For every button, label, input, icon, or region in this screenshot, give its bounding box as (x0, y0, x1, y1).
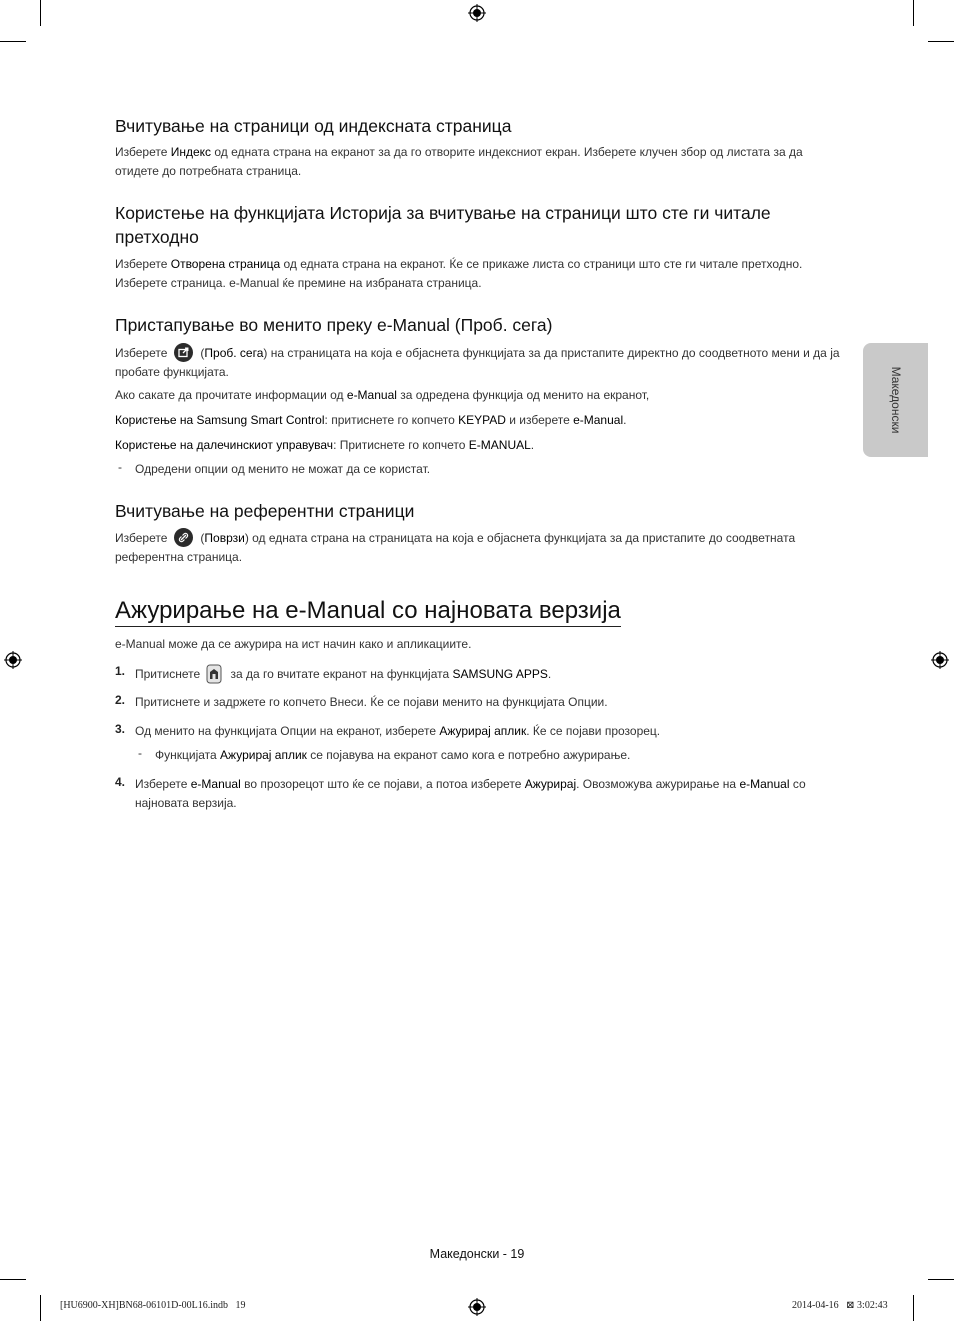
text: Изберете (135, 777, 191, 791)
crop-mark (928, 41, 954, 42)
menu-term-update: Ажурирај (524, 777, 577, 791)
text: најновата верзија. (135, 796, 237, 810)
text: ) од едната страна на страницата на која е објаснета функцијата за да пристапите до соодветната (244, 531, 796, 545)
text: во прозорецот што ќе се појави, а потоа изберете (240, 777, 525, 791)
text: ( (200, 346, 205, 360)
menu-term-link: Поврзи (204, 531, 245, 545)
text: се појавува на екранот само кога е потребно ажурирање. (306, 748, 631, 762)
text: Изберете (115, 257, 171, 271)
note-dash: - (118, 460, 122, 474)
section-title-links: Вчитување на референтни страници (115, 501, 415, 521)
print-slug-file: [HU6900-XH]BN68-06101D-00L16.indb 19 (60, 1300, 246, 1311)
step-number: 3. (115, 722, 126, 736)
note-dash: - (138, 746, 142, 760)
link-icon (174, 528, 193, 547)
text: од едната страна на екранот за да го отворите индексниот екран. Изберете клучен збор од листата за да (211, 145, 803, 159)
smart-hub-button-icon (206, 664, 222, 684)
section-title-try-now: Пристапување во менито преку e-Manual (Проб. сега) (115, 315, 553, 335)
menu-term-update-app: Ажурирај аплик (439, 724, 527, 738)
crop-mark (0, 41, 26, 42)
text: Ако сакате да прочитате информации од (115, 388, 347, 402)
step-number: 4. (115, 775, 126, 789)
term-e-manual-button: E-MANUAL (468, 438, 531, 452)
crop-mark (913, 0, 914, 26)
paragraph-try-now (115, 343, 840, 382)
language-side-tab (863, 343, 928, 457)
crop-mark (40, 0, 41, 26)
text: . (547, 667, 552, 681)
text: за одредена функција од менито на екранот, (396, 388, 650, 402)
section-title-history-l2: претходно (115, 227, 199, 247)
text: ) на страницата на која е објаснета функцијата за да пристапите директно до соодветното мени и да ја (263, 346, 840, 360)
registration-mark-icon (931, 651, 949, 669)
step-3-note (155, 746, 840, 765)
menu-term-try-now: Проб. сега (204, 346, 264, 360)
term-samsung-apps: SAMSUNG APPS (452, 667, 548, 681)
term-remote-control: Користење на далечинскиот управувач (115, 438, 334, 452)
text: . Овозможува ажурирање на (576, 777, 740, 791)
term-e-manual: e-Manual (739, 777, 790, 791)
text: ( (200, 531, 205, 545)
menu-term-update-app: Ажурирај аплик (220, 748, 307, 762)
text: . Ќе се појави прозорец. (526, 724, 661, 738)
text: Од менито на функцијата Опции на екранот, изберете (135, 724, 440, 738)
term-e-manual: e-Manual (190, 777, 241, 791)
paragraph-index (115, 143, 840, 181)
text: Изберете (115, 346, 168, 360)
text: пробате функцијата. (115, 365, 229, 379)
text: : Притиснете го копчето (333, 438, 469, 452)
step-3 (135, 722, 840, 741)
step-4 (135, 775, 840, 813)
menu-term-open-page: Отворена страница (170, 257, 281, 271)
text: . (623, 413, 627, 427)
text: Изберете (115, 145, 171, 159)
paragraph-links (115, 528, 840, 567)
note-try-now: Одредени опции од менито не можат да се користат. (135, 462, 431, 476)
term-e-manual: e-Manual (573, 413, 624, 427)
step-1 (135, 664, 840, 684)
page-number: Македонски - 19 (429, 1247, 525, 1261)
text: со (789, 777, 806, 791)
text: Притиснете (135, 667, 201, 681)
language-side-tab-label: Македонски (888, 366, 903, 434)
text: и изберете (505, 413, 574, 427)
crop-mark (0, 1279, 26, 1280)
section-title-history-l1: Користење на функцијата Историја за вчитување на страници што сте ги читале (115, 203, 771, 223)
text: . (530, 438, 535, 452)
text: за да го вчитате екранот на функцијата (230, 667, 453, 681)
menu-term-index: Индекс (170, 145, 212, 159)
text: : притиснете го копчето (324, 413, 459, 427)
print-slug-timestamp: 2014-04-16 ⊠ 3:02:43 (792, 1300, 888, 1311)
term-e-manual: e-Manual (346, 388, 397, 402)
text: Функцијата (155, 748, 221, 762)
crop-mark (928, 1279, 954, 1280)
section-title-index: Вчитување на страници од индексната страница (115, 116, 512, 136)
text: референтна страница. (115, 550, 243, 564)
text: Изберете страница. e-Manual ќе премине на избраната страница. (115, 276, 482, 290)
paragraph-try-now-info (115, 386, 840, 405)
paragraph-update-intro: e-Manual може да се ажурира на ист начин како и апликациите. (115, 637, 472, 651)
term-keypad: KEYPAD (458, 413, 506, 427)
paragraph-history (115, 255, 840, 293)
registration-mark-icon (4, 651, 22, 669)
step-number: 2. (115, 693, 126, 707)
paragraph-smart-control (115, 411, 840, 430)
step-number: 1. (115, 664, 126, 678)
step-2: Притиснете и задржете го копчето Внеси. Ќе се појави менито на функцијата Опции. (135, 695, 608, 709)
paragraph-remote (115, 436, 840, 455)
text: Изберете (115, 531, 168, 545)
crop-mark (913, 1295, 914, 1321)
try-now-icon (174, 343, 193, 362)
term-smart-control: Користење на Samsung Smart Control (115, 413, 325, 427)
crop-mark (40, 1295, 41, 1321)
registration-mark-icon (468, 1298, 486, 1316)
text: од едната страна на екранот. Ќе се прикаже листа со страници што сте ги читале претходно. (280, 257, 803, 271)
section-title-update: Ажурирање на e-Manual со најновата верзија (115, 596, 621, 627)
registration-mark-icon (468, 4, 486, 22)
text: отидете до потребната страница. (115, 164, 302, 178)
